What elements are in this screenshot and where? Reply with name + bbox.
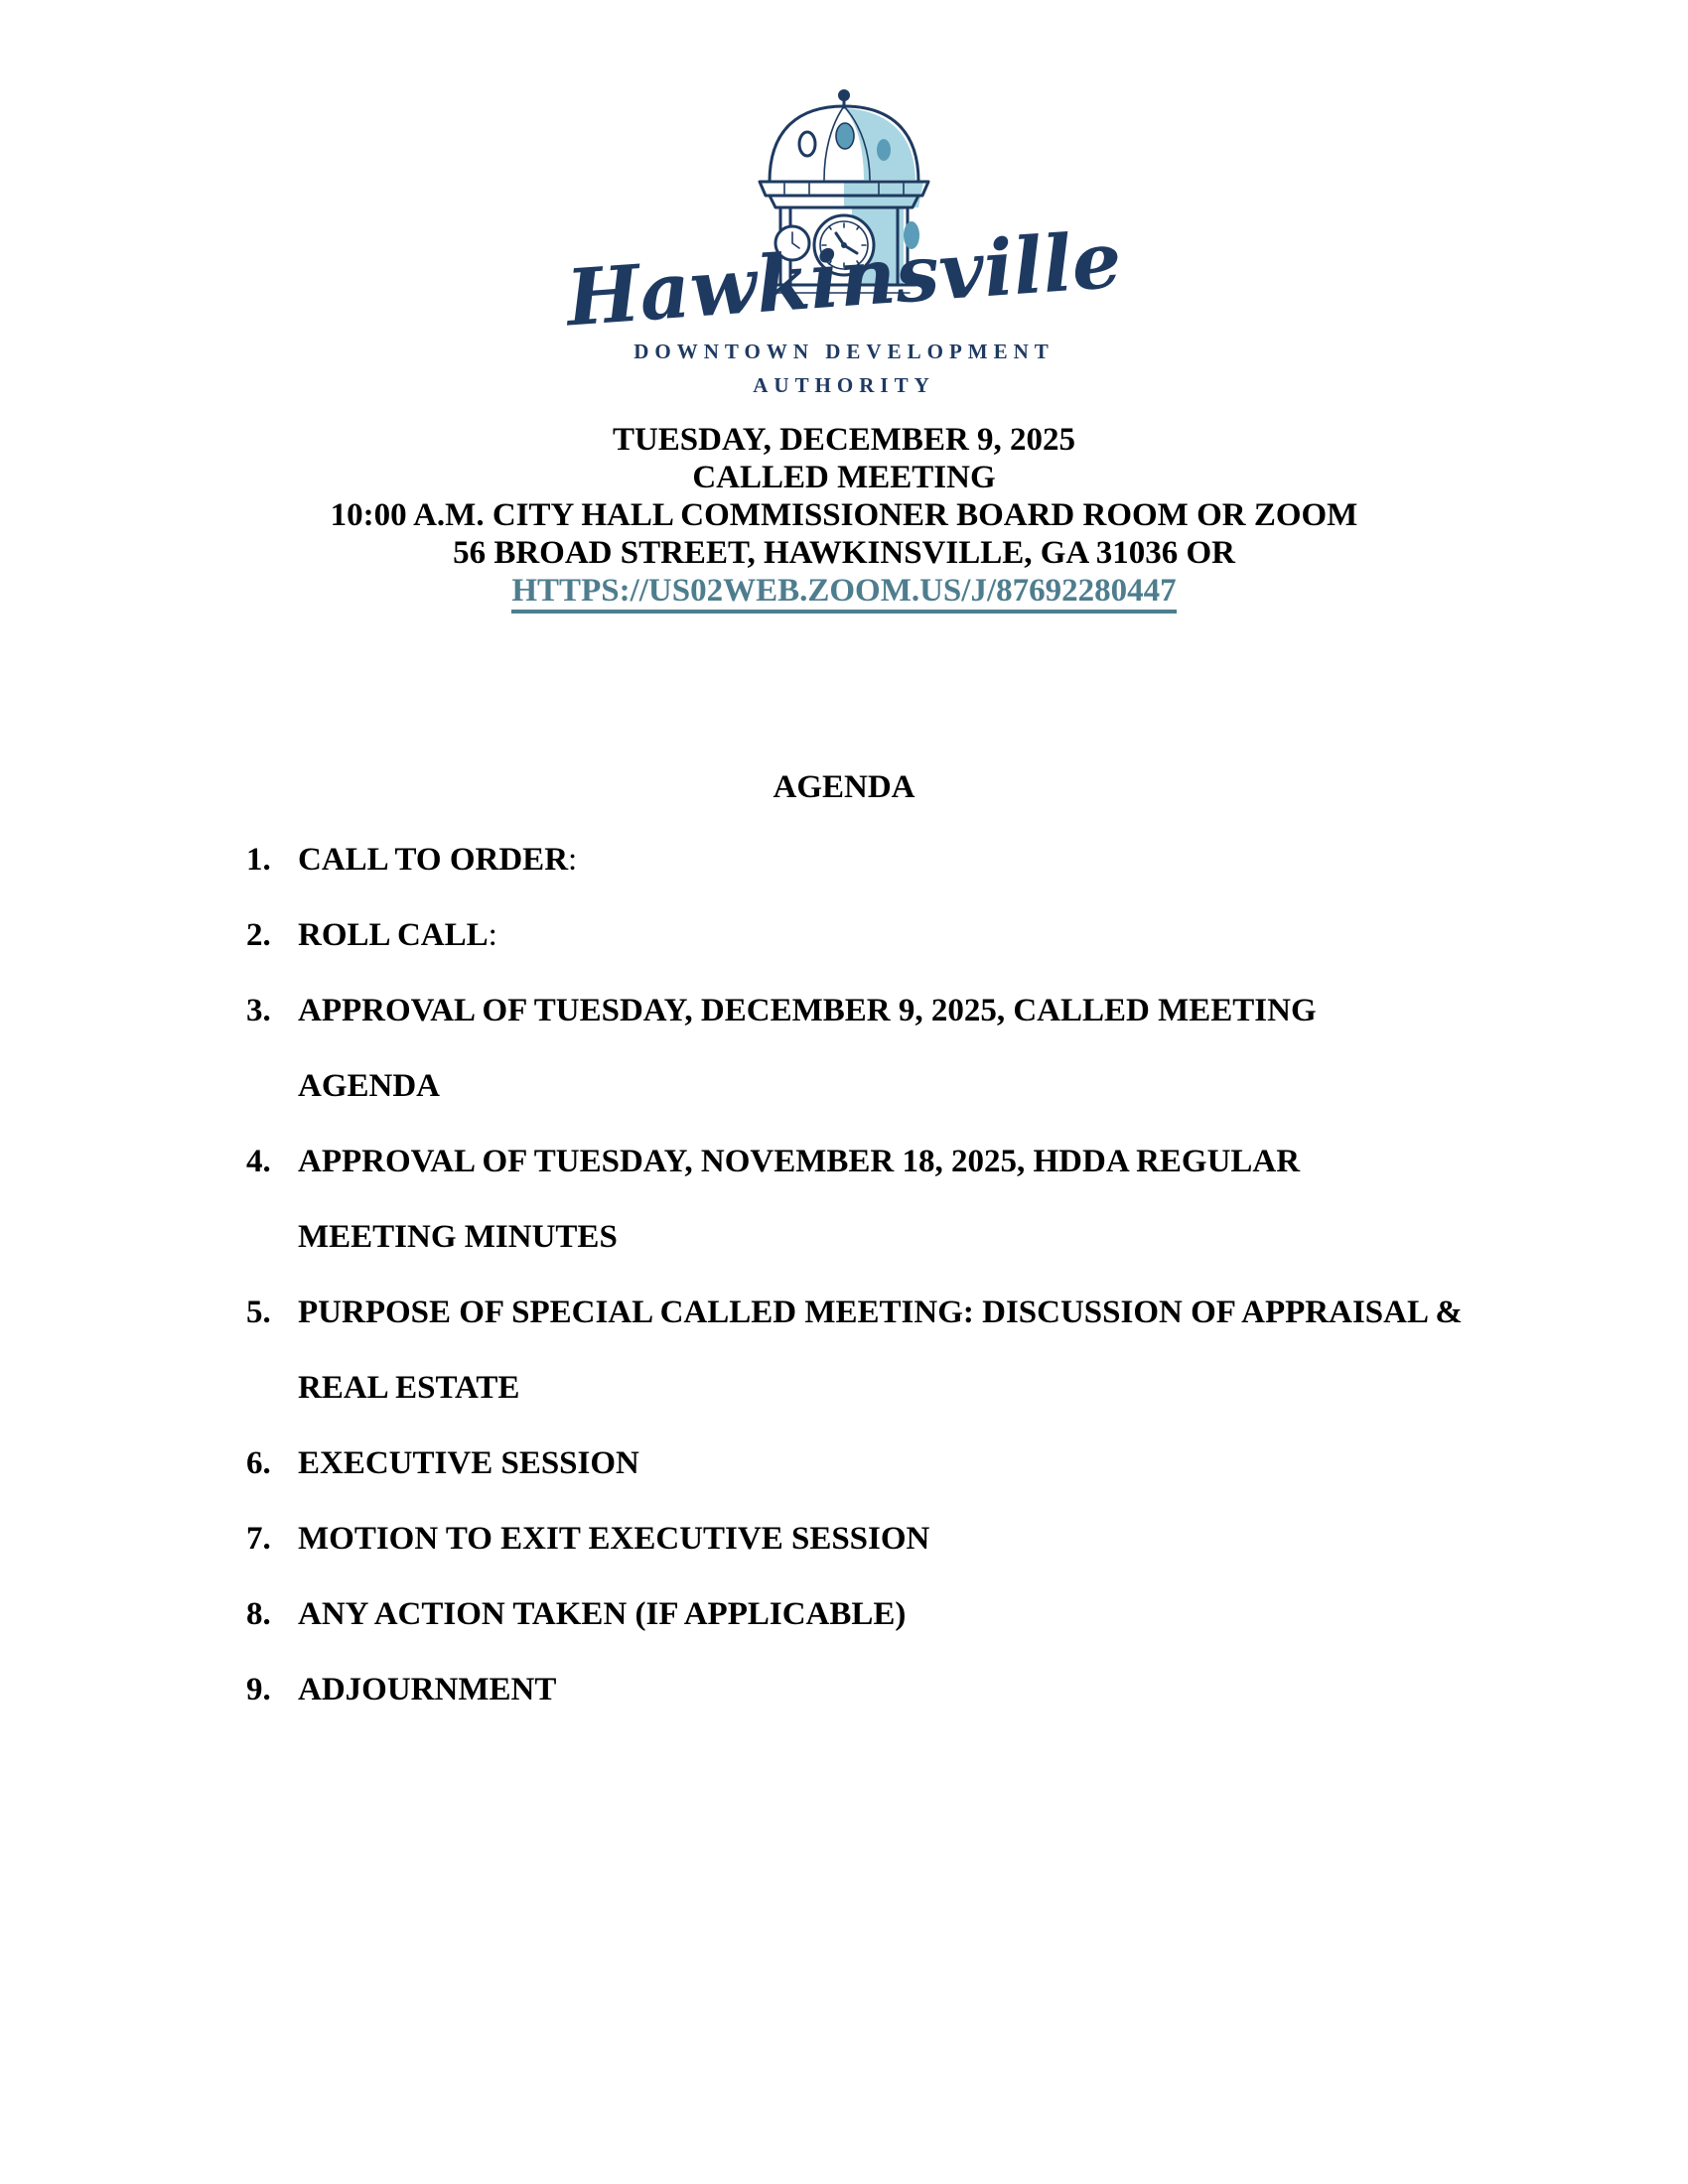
agenda-item-number: 6. xyxy=(246,1445,271,1481)
logo-wordmark: Hawkinsville xyxy=(563,214,1125,344)
agenda-item-1 xyxy=(246,822,1497,897)
agenda-item-4 xyxy=(246,1124,1497,1275)
agenda-item-number: 1. xyxy=(246,842,271,878)
agenda-item-text: CALL TO ORDER: xyxy=(298,842,578,878)
logo-org-line1: DOWNTOWN DEVELOPMENT xyxy=(633,340,1055,363)
agenda-item-8 xyxy=(246,1576,1497,1652)
agenda-item-3 xyxy=(246,973,1497,1124)
agenda-item-number: 3. xyxy=(246,993,271,1028)
agenda-item-text: MOTION TO EXIT EXECUTIVE SESSION xyxy=(298,1521,930,1557)
meeting-type: CALLED MEETING xyxy=(692,460,996,495)
agenda-item-6 xyxy=(246,1426,1497,1501)
agenda-item-text: ROLL CALL: xyxy=(298,917,497,953)
agenda-item-5 xyxy=(246,1275,1497,1426)
agenda-item-9 xyxy=(246,1652,1497,1727)
meeting-date: TUESDAY, DECEMBER 9, 2025 xyxy=(612,422,1076,458)
agenda-item-number: 9. xyxy=(246,1672,271,1707)
agenda-item-text: MEETING MINUTES xyxy=(298,1219,618,1255)
agenda-item-text: REAL ESTATE xyxy=(298,1370,520,1406)
agenda-item-text: EXECUTIVE SESSION xyxy=(298,1445,639,1481)
agenda-item-text: ANY ACTION TAKEN (IF APPLICABLE) xyxy=(298,1596,907,1632)
agenda-item-text: AGENDA xyxy=(298,1068,441,1104)
agenda-item-7 xyxy=(246,1501,1497,1576)
agenda-list xyxy=(246,822,1497,1727)
agenda-item-2 xyxy=(246,897,1497,973)
agenda-item-number: 5. xyxy=(246,1295,271,1330)
agenda-item-text: APPROVAL OF TUESDAY, NOVEMBER 18, 2025, HDDA REGULAR xyxy=(298,1144,1301,1179)
agenda-item-text: PURPOSE OF SPECIAL CALLED MEETING: DISCUSSION OF APPRAISAL & xyxy=(298,1295,1463,1330)
agenda-item-text: ADJOURNMENT xyxy=(298,1672,557,1707)
agenda-title: AGENDA xyxy=(773,769,915,805)
agenda-item-text: APPROVAL OF TUESDAY, DECEMBER 9, 2025, CALLED MEETING xyxy=(298,993,1317,1028)
meeting-location: 10:00 A.M. CITY HALL COMMISSIONER BOARD ROOM OR ZOOM xyxy=(330,497,1358,533)
zoom-meeting-link[interactable]: HTTPS://US02WEB.ZOOM.US/J/87692280447 xyxy=(511,573,1176,614)
meeting-header xyxy=(0,421,1688,610)
logo-org-line2: AUTHORITY xyxy=(753,373,935,397)
meeting-link-line xyxy=(0,572,1688,610)
meeting-address: 56 BROAD STREET, HAWKINSVILLE, GA 31036 OR xyxy=(453,535,1235,571)
agenda-item-number: 7. xyxy=(246,1521,271,1557)
agenda-item-number: 2. xyxy=(246,917,271,953)
agenda-item-number: 4. xyxy=(246,1144,271,1179)
agenda-item-number: 8. xyxy=(246,1596,271,1632)
